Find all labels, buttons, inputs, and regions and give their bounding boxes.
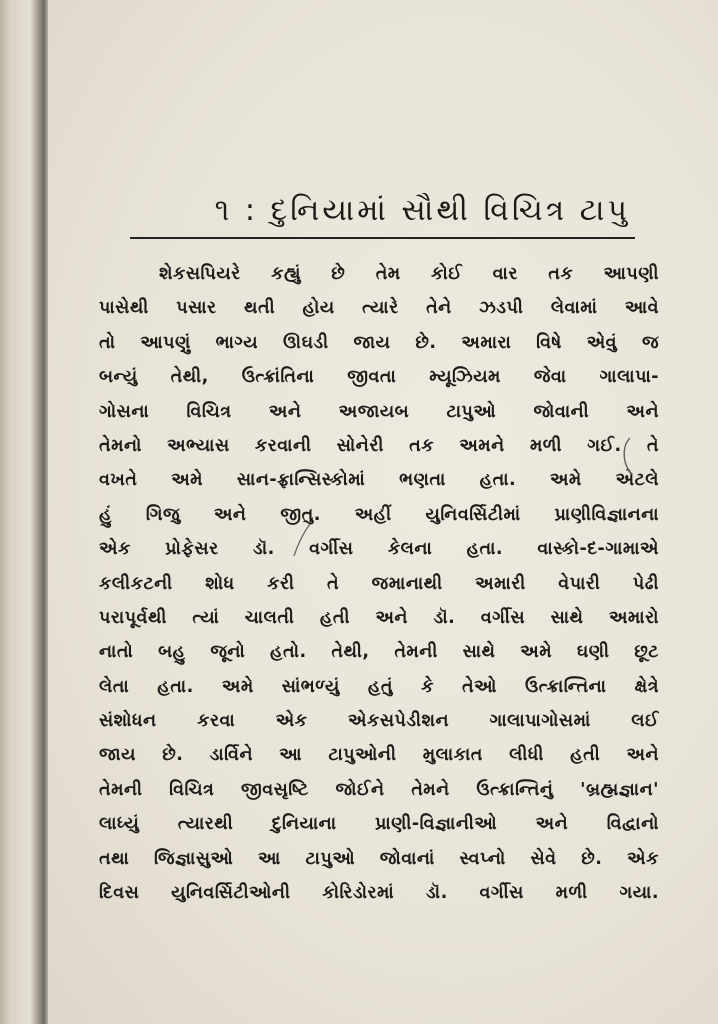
heading-rule — [130, 237, 635, 239]
page-body-text — [99, 257, 659, 910]
pencil-mark — [290, 520, 314, 560]
text-line: તો આપણું ભાગ્ય ઊઘડી જાય છે. અમારા વિષે એવું જ — [99, 332, 659, 353]
text-line: તથા જિજ્ઞાસુઓ આ ટાપુઓ જોવાનાં સ્વપ્નો સેવે છે. એક — [99, 848, 659, 869]
text-line: વખતે અમે સાન-ફ્રાન્સિસ્કોમાં ભણતા હતા. અમે એટલે — [99, 470, 659, 491]
chapter-heading: ૧ : દુનિયામાં સૌથી વિચિત્ર ટાપુ — [214, 193, 630, 228]
text-line: સંશોધન કરવા એક એકસપેડીશન ગાલાપાગોસમાં લઈ — [99, 711, 659, 732]
text-line: જાય છે. ડાર્વિને આ ટાપુઓની મુલાકાત લીધી હતી અને — [99, 745, 659, 766]
text-line: લાધ્યું ત્યારથી દુનિયાના પ્રાણી-વિજ્ઞાનીઓ અને વિદ્વાનો — [99, 814, 659, 835]
text-line: હું ગિજુ અને જીતુ. અહીં યુનિવર્સિટીમાં પ્રાણીવિજ્ઞાનના — [99, 504, 659, 525]
text-line: તેમનો અભ્યાસ કરવાની સોનેરી તક અમને મળી ગઈ. તે — [99, 435, 659, 456]
text-line: તેમની વિચિત્ર જીવસૃષ્ટિ જોઈને તેમને ઉત્ક્રાન્તિનું 'બ્રહ્મજ્ઞાન' — [99, 779, 659, 800]
text-line: એક પ્રોફેસર ડૉ. વર્ગીસ કેલના હતા. વાસ્કો-દ-ગામાએ — [99, 539, 659, 560]
text-line: દિવસ યુનિવર્સિટીઓની કોરિડોરમાં ડૉ. વર્ગીસ મળી ગયા. — [99, 883, 659, 904]
text-line: પાસેથી પસાર થતી હોય ત્યારે તેને ઝડપી લેવામાં આવે — [99, 298, 659, 319]
text-line: કલીકટની શોધ કરી તે જમાનાથી અમારી વેપારી પેઢી — [99, 573, 659, 594]
text-line: બન્યું તેથી, ઉત્ક્રાંતિના જીવતા મ્યૂઝિયમ જેવા ગાલાપા- — [99, 367, 659, 388]
text-line: પરાપૂર્વથી ત્યાં ચાલતી હતી અને ડૉ. વર્ગીસ સાથે અમારો — [99, 607, 659, 628]
text-line: લેતા હતા. અમે સાંભળ્યું હતું કે તેઓ ઉત્ક્રાન્તિના ક્ષેત્રે — [99, 676, 659, 697]
text-line: નાતો બહુ જૂનો હતો. તેથી, તેમની સાથે અમે ઘણી છૂટ — [99, 642, 659, 663]
text-line: શેકસપિયરે કહ્યું છે તેમ કોઈ વાર તક આપણી — [159, 264, 659, 284]
text-line: ગોસના વિચિત્ર અને અજાયબ ટાપુઓ જોવાની અને — [99, 401, 659, 422]
pencil-mark — [618, 436, 638, 476]
